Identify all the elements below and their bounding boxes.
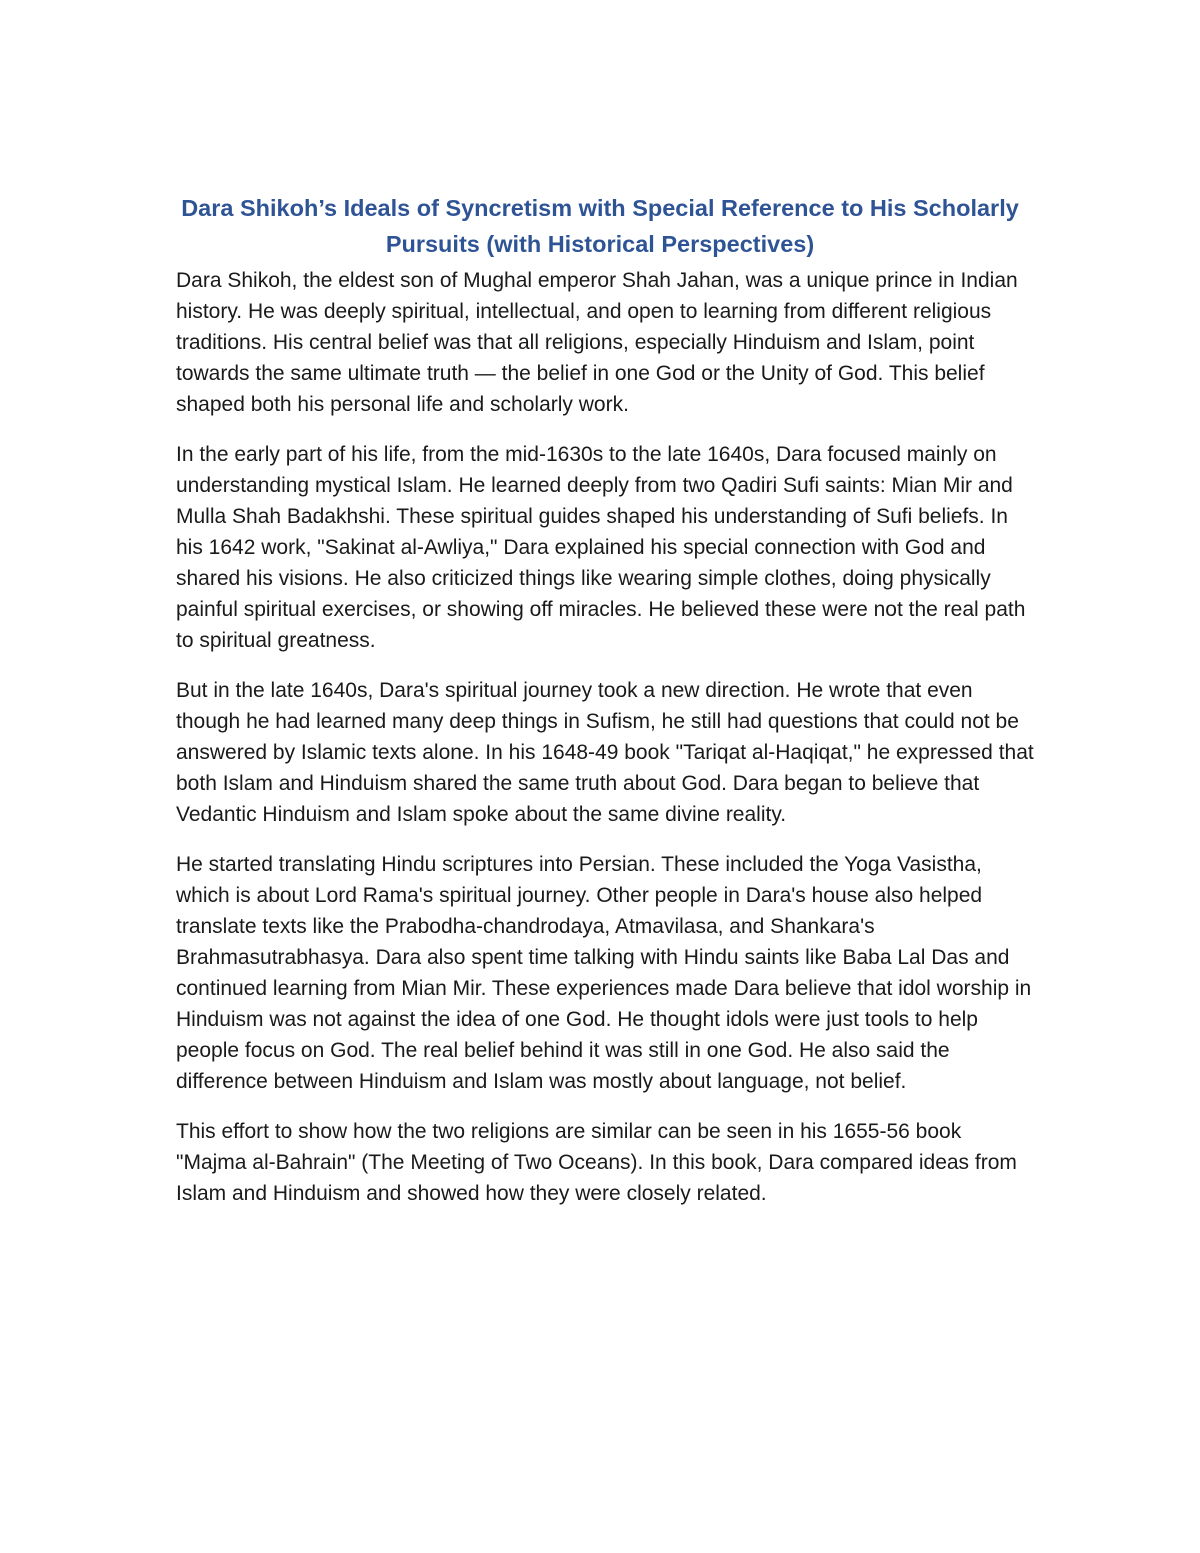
paragraph: He started translating Hindu scriptures into Persian. These included the Yoga Vasistha, which is about Lord Rama's spiritual journey. Other people in Dara's house also helped translate texts like the Prabodha-chandrodaya, Atmavilasa, and Shankara's Brahmasutrabhasya. Dara also spent time talking with Hindu saints like Baba Lal Das and continued learning from Mian Mir. These experiences made Dara believe that idol worship in Hinduism was not against the idea of one God. He thought idols were just tools to help people focus on God. The real belief behind it was still in one God. He also said the difference between Hinduism and Islam was mostly about language, not belief. — [176, 853, 1032, 1093]
paragraph: In the early part of his life, from the mid-1630s to the late 1640s, Dara focused mainly on understanding mystical Islam. He learned deeply from two Qadiri Sufi saints: Mian Mir and Mulla Shah Badakhshi. These spiritual guides shaped his understanding of Sufi beliefs. In his 1642 work, "Sakinat al-Awliya," Dara explained his special connection with God and shared his visions. He also criticized things like wearing simple clothes, doing physically painful spiritual exercises, or showing off miracles. He believed these were not the real path to spiritual greatness. — [176, 443, 1026, 652]
title-line-1: Dara Shikoh’s Ideals of Syncretism with Special Reference to His Scholarly — [181, 195, 1019, 221]
paragraph: But in the late 1640s, Dara's spiritual journey took a new direction. He wrote that even though he had learned many deep things in Sufism, he still had questions that could not be answered by Islamic texts alone. In his 1648-49 book "Tariqat al-Haqiqat," he expressed that both Islam and Hinduism shared the same truth about God. Dara began to believe that Vedantic Hinduism and Islam spoke about the same divine reality. — [176, 679, 1034, 826]
document-title — [150, 190, 1050, 262]
title-line-2: Pursuits (with Historical Perspectives) — [385, 231, 815, 257]
paragraph: This effort to show how the two religions are similar can be seen in his 1655-56 book "Majma al-Bahrain" (The Meeting of Two Oceans). In this book, Dara compared ideas from Islam and Hinduism and showed how they were closely related. — [176, 1120, 1017, 1205]
paragraph: Dara Shikoh, the eldest son of Mughal emperor Shah Jahan, was a unique prince in Indian history. He was deeply spiritual, intellectual, and open to learning from different religious traditions. His central belief was that all religions, especially Hinduism and Islam, point towards the same ultimate truth — the belief in one God or the Unity of God. This belief shaped both his personal life and scholarly work. — [176, 269, 1018, 416]
document-body — [176, 265, 1036, 1228]
